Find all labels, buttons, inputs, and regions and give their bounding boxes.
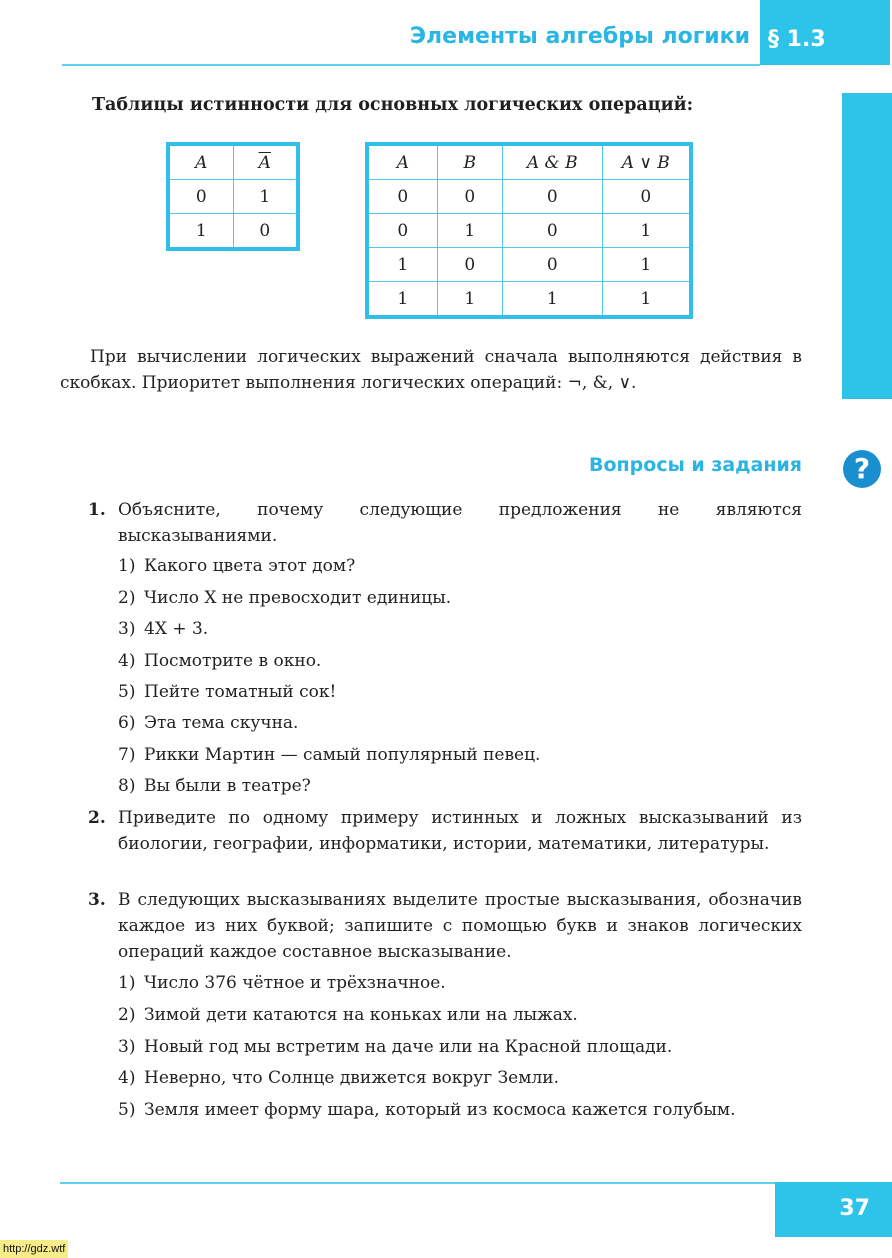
priority-paragraph: При вычислении логических выражений сначала выполняются действия в скобках. Приоритет выполнения логических операций: ¬, &, ∨. (60, 347, 802, 393)
questions-heading: Вопросы и задания (589, 454, 802, 476)
list-item (118, 616, 802, 642)
item-text: Пейте томатный сок! (144, 682, 337, 702)
item-number: 4) (118, 1068, 136, 1088)
task-number: 1. (88, 500, 106, 520)
table-cell: 1 (602, 248, 691, 282)
list-item (118, 773, 802, 799)
item-number: 3) (118, 619, 136, 639)
chapter-title: Элементы алгебры логики (409, 24, 750, 49)
table-cell: 0 (233, 214, 298, 250)
table-row (367, 282, 691, 318)
header-cell: B (437, 144, 502, 180)
page-number: 37 (839, 1196, 870, 1221)
item-number: 5) (118, 682, 136, 702)
item-text: Земля имеет форму шара, который из космоса кажется голубым. (144, 1100, 736, 1120)
list-item (118, 648, 802, 674)
item-text: Число 376 чётное и трёхзначное. (144, 973, 446, 993)
task-1 (88, 497, 802, 549)
list-item (118, 710, 802, 736)
footer-divider (60, 1182, 775, 1184)
task-text: В следующих высказываниях выделите простые высказывания, обозначив каждое из них буквой; запишите с помощью букв и знаков логических операций каждое составное высказывание. (118, 890, 802, 962)
list-item (118, 1002, 802, 1028)
header-divider (62, 64, 760, 66)
item-text: Посмотрите в окно. (144, 651, 322, 671)
task-2 (88, 805, 802, 857)
table-cell: 0 (437, 180, 502, 214)
table-cell: 0 (502, 214, 602, 248)
list-item (118, 1065, 802, 1091)
item-number: 4) (118, 651, 136, 671)
task-text: Приведите по одному примеру истинных и ложных высказываний из биологии, географии, информатики, истории, математики, литературы. (118, 808, 802, 854)
table-row (367, 214, 691, 248)
table-header-row (168, 144, 298, 180)
list-item (118, 742, 802, 768)
table-cell: 0 (602, 180, 691, 214)
task-3 (88, 887, 802, 965)
item-text: 4X + 3. (144, 619, 209, 639)
table-cell: 1 (437, 282, 502, 318)
section-badge (760, 0, 890, 65)
item-number: 2) (118, 588, 136, 608)
item-text: Новый год мы встретим на даче или на Красной площади. (144, 1037, 673, 1057)
header-cell: A & B (502, 144, 602, 180)
watermark-link[interactable]: http://gdz.wtf (0, 1240, 68, 1258)
table-cell: 0 (502, 180, 602, 214)
item-text: Число X не превосходит единицы. (144, 588, 452, 608)
table-cell: 1 (233, 180, 298, 214)
header-cell: A (367, 144, 437, 180)
item-text: Зимой дети катаются на коньках или на лыжах. (144, 1005, 578, 1025)
table-cell: 1 (602, 282, 691, 318)
table-cell: 0 (168, 180, 233, 214)
table-cell: 1 (602, 214, 691, 248)
item-text: Рикки Мартин — самый популярный певец. (144, 745, 541, 765)
table-cell: 0 (367, 180, 437, 214)
task-number: 2. (88, 808, 106, 828)
item-number: 8) (118, 776, 136, 796)
page-number-badge (775, 1182, 892, 1237)
item-number: 7) (118, 745, 136, 765)
header-cell-negation: $\overline{A}$ (233, 144, 298, 180)
item-text: Эта тема скучна. (144, 713, 299, 733)
table-row (367, 180, 691, 214)
table-cell: 0 (367, 214, 437, 248)
truth-tables-heading: Таблицы истинности для основных логических операций: (92, 95, 694, 115)
section-number: § 1.3 (768, 27, 826, 52)
task-text: Объясните, почему следующие предложения не являются высказываниями. (118, 500, 802, 546)
table-cell: 1 (367, 248, 437, 282)
task-number: 3. (88, 890, 106, 910)
table-row (168, 214, 298, 250)
list-item (118, 585, 802, 611)
item-text: Неверно, что Солнце движется вокруг Земли. (144, 1068, 559, 1088)
table-cell: 0 (437, 248, 502, 282)
item-number: 1) (118, 556, 136, 576)
table-cell: 1 (168, 214, 233, 250)
list-item (118, 679, 802, 705)
side-accent-bar (842, 93, 892, 399)
truth-table-and-or (365, 142, 693, 319)
item-number: 5) (118, 1100, 136, 1120)
item-text: Какого цвета этот дом? (144, 556, 356, 576)
list-item (118, 970, 802, 996)
truth-table-not (166, 142, 300, 251)
item-number: 3) (118, 1037, 136, 1057)
table-cell: 0 (502, 248, 602, 282)
list-item (118, 1034, 802, 1060)
table-row (168, 180, 298, 214)
item-number: 6) (118, 713, 136, 733)
table-cell: 1 (367, 282, 437, 318)
table-header-row (367, 144, 691, 180)
table-cell: 1 (502, 282, 602, 318)
item-number: 2) (118, 1005, 136, 1025)
header-cell: A ∨ B (602, 144, 691, 180)
item-number: 1) (118, 973, 136, 993)
item-text: Вы были в театре? (144, 776, 311, 796)
table-cell: 1 (437, 214, 502, 248)
table-row (367, 248, 691, 282)
list-item (118, 1097, 802, 1123)
header-cell: A (168, 144, 233, 180)
list-item (118, 553, 802, 579)
question-icon: ? (843, 450, 881, 488)
